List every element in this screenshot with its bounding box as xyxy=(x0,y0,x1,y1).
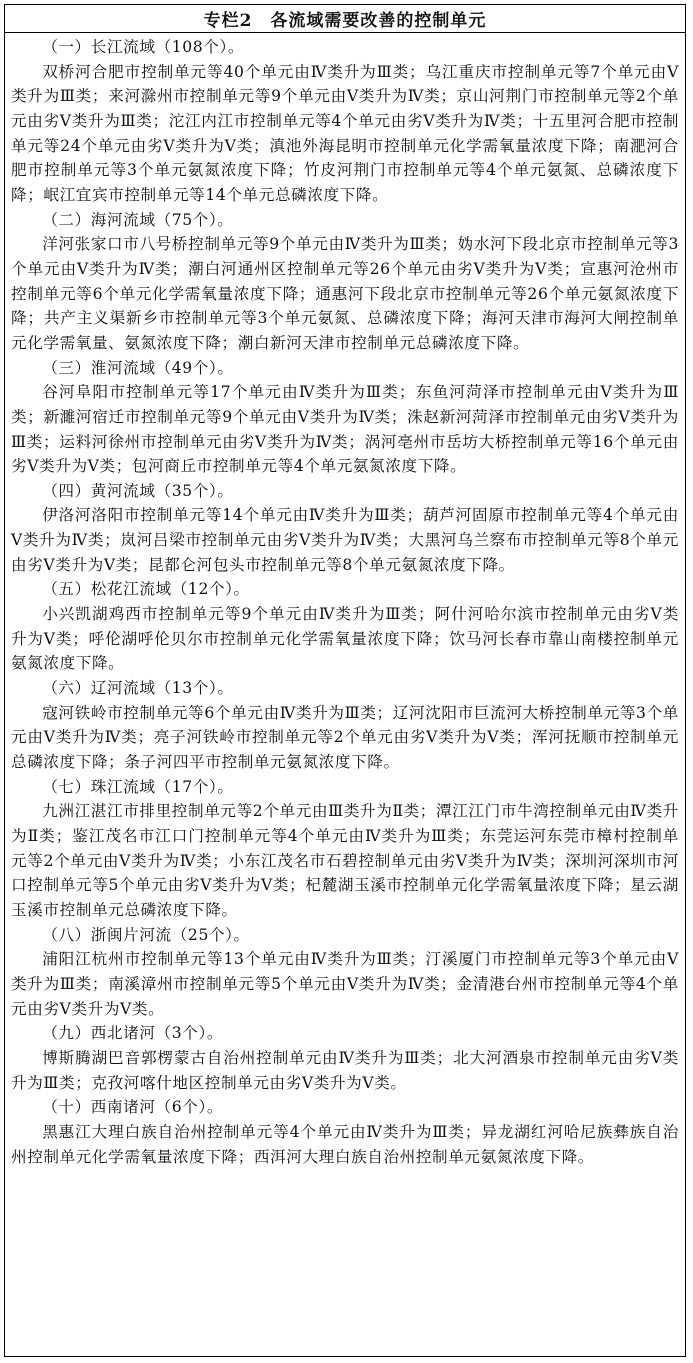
section-heading-xibei: （九）西北诸河（3个）。 xyxy=(42,1024,224,1043)
section-body-huaihe: 谷河阜阳市控制单元等17个单元由Ⅳ类升为Ⅲ类；东鱼河菏泽市控制单元由Ⅴ类升为Ⅲ类；新濉河宿迁市控制单元等9个单元由Ⅴ类升为Ⅳ类；洙赵新河菏泽市控制单元由劣Ⅴ类升为Ⅲ类；运料河徐州市控制单元由劣Ⅴ类升为Ⅳ类；涡河亳州市岳坊大桥控制单元等16个单元由劣Ⅴ类升为Ⅴ类；包河商丘市控制单元等4个单元氨氮浓度下降。 xyxy=(11,383,679,476)
section-heading-xinan: （十）西南诸河（6个）。 xyxy=(42,1098,224,1117)
section-heading-zhujiang: （七）珠江流域（17个）。 xyxy=(42,777,234,796)
section-body-huanghe: 伊洛河洛阳市控制单元等14个单元由Ⅳ类升为Ⅲ类；葫芦河固原市控制单元等4个单元由Ⅴ类升为Ⅳ类；岚河吕梁市控制单元由劣Ⅴ类升为Ⅳ类；大黑河乌兰察布市控制单元等8个单元由劣Ⅴ类升为Ⅴ类；昆都仑河包头市控制单元等8个单元氨氮浓度下降。 xyxy=(11,506,679,574)
section-heading-huaihe: （三）淮河流域（49个）。 xyxy=(42,358,234,377)
section-body-zhujiang: 九洲江湛江市排里控制单元等2个单元由Ⅲ类升为Ⅱ类；潭江江门市牛湾控制单元由Ⅳ类升为Ⅱ类；鉴江茂名市江口门控制单元等4个单元由Ⅳ类升为Ⅲ类；东莞运河东莞市樟村控制单元等2个单元由Ⅴ类升为Ⅳ类；小东江茂名市石碧控制单元由劣Ⅴ类升为Ⅳ类；深圳河深圳市河口控制单元等5个单元由劣Ⅴ类升为Ⅴ类；杞麓湖玉溪市控制单元化学需氧量浓度下降；星云湖玉溪市控制单元总磷浓度下降。 xyxy=(11,802,679,919)
section-heading-zhemin: （八）浙闽片河流（25个）。 xyxy=(42,925,250,944)
section-body-xinan: 黑惠江大理白族自治州控制单元等4个单元由Ⅳ类升为Ⅲ类；异龙湖红河哈尼族彝族自治州控制单元化学需氧量浓度下降；西洱河大理白族自治州控制单元氨氮浓度下降。 xyxy=(11,1122,679,1166)
column-box xyxy=(4,4,686,1357)
section-heading-liaohe: （六）辽河流域（13个）。 xyxy=(42,679,234,698)
section-body-xibei: 博斯腾湖巴音郭楞蒙古自治州控制单元由Ⅳ类升为Ⅲ类；北大河酒泉市控制单元由劣Ⅴ类升为Ⅲ类；克孜河喀什地区控制单元由劣Ⅴ类升为Ⅴ类。 xyxy=(11,1048,679,1092)
section-body-zhemin: 浦阳江杭州市控制单元等13个单元由Ⅳ类升为Ⅲ类；汀溪厦门市控制单元等3个单元由Ⅴ类升为Ⅲ类；南溪漳州市控制单元等5个单元由Ⅴ类升为Ⅳ类；金清港台州市控制单元等4个单元由劣Ⅴ类升为Ⅴ类。 xyxy=(11,950,679,1018)
section-body-liaohe: 寇河铁岭市控制单元等6个单元由Ⅳ类升为Ⅲ类；辽河沈阳市巨流河大桥控制单元等3个单元由Ⅴ类升为Ⅳ类；亮子河铁岭市控制单元等2个单元由劣Ⅴ类升为Ⅴ类；浑河抚顺市控制单元总磷浓度下降；条子河四平市控制单元氨氮浓度下降。 xyxy=(11,703,679,772)
section-body-haihe: 洋河张家口市八号桥控制单元等9个单元由Ⅳ类升为Ⅲ类；妫水河下段北京市控制单元等3个单元由Ⅴ类升为Ⅳ类；潮白河通州区控制单元等26个单元由劣Ⅴ类升为Ⅴ类；宣惠河沧州市控制单元等6个单元化学需氧量浓度下降；通惠河下段北京市控制单元等26个单元氨氮浓度下降；共产主义渠新乡市控制单元等3个单元氨氮、总磷浓度下降；海河天津市海河大闸控制单元化学需氧量、氨氮浓度下降；潮白新河天津市控制单元总磷浓度下降。 xyxy=(11,235,679,352)
section-heading-huanghe: （四）黄河流域（35个）。 xyxy=(42,481,234,500)
section-heading-haihe: （二）海河流域（75个）。 xyxy=(42,210,234,229)
section-body-changjiang: 双桥河合肥市控制单元等40个单元由Ⅳ类升为Ⅲ类；乌江重庆市控制单元等7个单元由Ⅴ类升为Ⅲ类；来河滁州市控制单元等9个单元由Ⅴ类升为Ⅳ类；京山河荆门市控制单元等2个单元由劣Ⅴ类升为Ⅲ类；沱江内江市控制单元等4个单元由劣Ⅴ类升为Ⅳ类；十五里河合肥市控制单元等24个单元由劣Ⅴ类升为Ⅴ类；滇池外海昆明市控制单元化学需氧量浓度下降；南淝河合肥市控制单元等3个单元氨氮浓度下降；竹皮河荆门市控制单元等4个单元氨氮、总磷浓度下降；岷江宜宾市控制单元等14个单元总磷浓度下降。 xyxy=(11,62,679,204)
section-body-songhuajiang: 小兴凯湖鸡西市控制单元等9个单元由Ⅳ类升为Ⅲ类；阿什河哈尔滨市控制单元由劣Ⅴ类升为Ⅴ类；呼伦湖呼伦贝尔市控制单元化学需氧量浓度下降；饮马河长春市靠山南楼控制单元氨氮浓度下降。 xyxy=(11,605,679,673)
column-title: 专栏2 各流域需要改善的控制单元 xyxy=(5,5,685,33)
column-content xyxy=(5,33,685,1169)
section-heading-songhuajiang: （五）松花江流域（12个）。 xyxy=(42,580,250,599)
section-heading-changjiang: （一）长江流域（108个）。 xyxy=(42,38,245,56)
